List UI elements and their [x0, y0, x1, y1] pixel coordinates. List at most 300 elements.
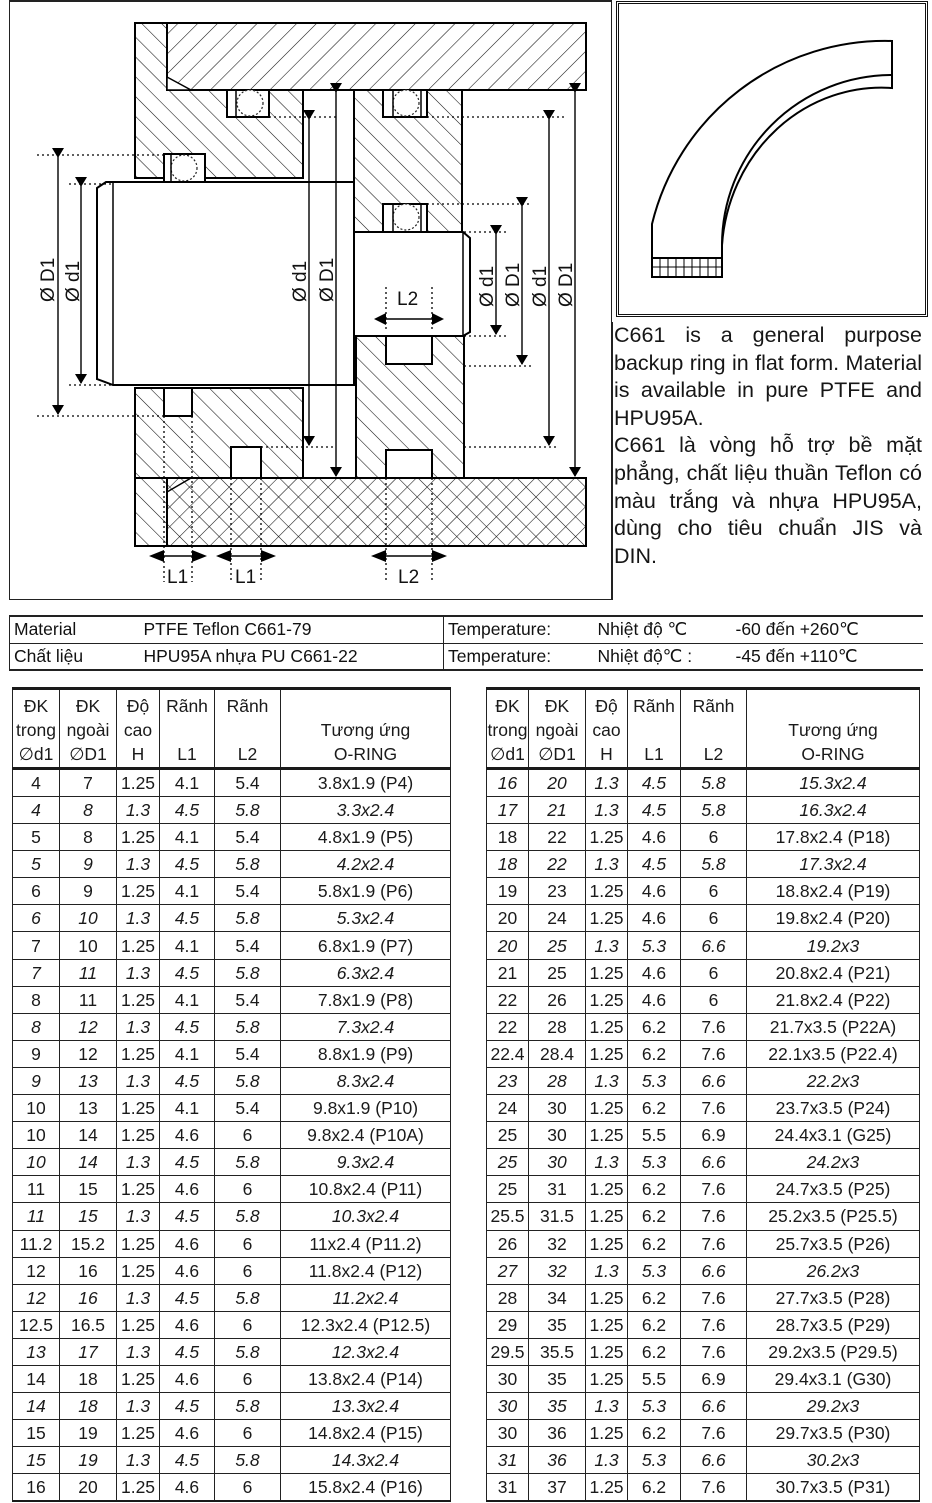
description-vietnamese: C661 là vòng hỗ trợ bề mặt phẳng, chất liệu thuần Teflon có màu trắng và nhựa HPU95A, dùng cho tiêu chuẩn JIS và DIN. — [614, 433, 922, 568]
cell-oring: 5.3x2.4 — [281, 905, 451, 932]
cell-oring: 3.8x1.9 (P4) — [281, 769, 451, 797]
cell-l2: 5.8 — [215, 851, 281, 878]
table-row — [487, 1176, 920, 1203]
cell-h: 1.25 — [117, 824, 160, 851]
cell-l1: 5.5 — [628, 1122, 681, 1149]
cell-l2: 7.6 — [681, 1176, 747, 1203]
header-H: Độ cao H — [117, 689, 160, 769]
cell-l1: 6.2 — [628, 1474, 681, 1502]
cell-l1: 5.5 — [628, 1365, 681, 1392]
cell-l1: 4.5 — [160, 1393, 215, 1420]
cell-l1: 4.1 — [160, 769, 215, 797]
cell-h: 1.3 — [117, 1067, 160, 1094]
cell-d1: 18 — [487, 824, 529, 851]
cell-oring: 28.7x3.5 (P29) — [747, 1311, 920, 1338]
header-D1: ĐK ngoài ∅D1 — [60, 689, 117, 769]
cell-d1: 6 — [13, 905, 60, 932]
cell-d1: 17 — [60, 1338, 117, 1365]
cell-l2: 6.6 — [681, 1149, 747, 1176]
cell-h: 1.25 — [117, 1040, 160, 1067]
cell-h: 1.25 — [586, 1365, 628, 1392]
material-label: Chất liệu — [10, 643, 140, 670]
table-row — [487, 1420, 920, 1447]
table-row — [13, 932, 451, 959]
cell-h: 1.25 — [117, 1474, 160, 1502]
cell-h: 1.3 — [117, 1447, 160, 1474]
table-row — [487, 797, 920, 824]
material-label: Material — [10, 616, 140, 643]
cell-h: 1.3 — [586, 797, 628, 824]
cell-h: 1.25 — [586, 1095, 628, 1122]
cell-h: 1.3 — [586, 1149, 628, 1176]
table-row — [13, 1311, 451, 1338]
cell-l2: 5.4 — [215, 932, 281, 959]
table-row — [13, 769, 451, 797]
cell-oring: 24.4x3.1 (G25) — [747, 1122, 920, 1149]
cell-d1: 25 — [487, 1149, 529, 1176]
cell-h: 1.25 — [586, 986, 628, 1013]
cell-d1: 12 — [60, 1013, 117, 1040]
cell-l2: 6 — [215, 1122, 281, 1149]
cell-l2: 5.8 — [215, 959, 281, 986]
cell-l1: 4.6 — [628, 959, 681, 986]
cell-d1: 20 — [529, 769, 586, 797]
header-H: Độ cao H — [586, 689, 628, 769]
cell-oring: 4.2x2.4 — [281, 851, 451, 878]
cell-oring: 6.3x2.4 — [281, 959, 451, 986]
cell-l1: 4.6 — [628, 878, 681, 905]
cell-l2: 6.6 — [681, 1393, 747, 1420]
table-row — [487, 1203, 920, 1230]
header-oring: Tương ứng O-RING — [747, 689, 920, 769]
cell-d1: 16 — [487, 769, 529, 797]
cell-d1: 8 — [60, 797, 117, 824]
cell-l1: 4.6 — [160, 1176, 215, 1203]
cell-l2: 6 — [681, 959, 747, 986]
table-row — [13, 824, 451, 851]
cell-l2: 7.6 — [681, 1013, 747, 1040]
cell-d1: 16.5 — [60, 1311, 117, 1338]
cell-h: 1.3 — [117, 1149, 160, 1176]
table-row — [487, 824, 920, 851]
cell-d1: 28 — [529, 1013, 586, 1040]
cell-l2: 6.6 — [681, 1447, 747, 1474]
cell-l1: 4.5 — [160, 1447, 215, 1474]
cell-d1: 11 — [60, 986, 117, 1013]
cell-oring: 11.2x2.4 — [281, 1284, 451, 1311]
cell-l2: 7.6 — [681, 1338, 747, 1365]
cell-d1: 26 — [487, 1230, 529, 1257]
cell-l2: 6 — [215, 1257, 281, 1284]
label-mid-d1: Ø d1 — [290, 260, 311, 302]
cell-d1: 12 — [13, 1284, 60, 1311]
header-L1: Rãnh L1 — [628, 689, 681, 769]
header-L2: Rãnh L2 — [215, 689, 281, 769]
cell-l1: 4.5 — [160, 1067, 215, 1094]
cell-oring: 12.3x2.4 — [281, 1338, 451, 1365]
cell-l2: 5.8 — [215, 1393, 281, 1420]
cell-h: 1.3 — [586, 1447, 628, 1474]
cell-d1: 25 — [529, 932, 586, 959]
cell-h: 1.25 — [117, 1365, 160, 1392]
table-row — [13, 1040, 451, 1067]
cell-h: 1.25 — [586, 1040, 628, 1067]
cell-l2: 5.8 — [215, 905, 281, 932]
cell-d1: 30 — [529, 1149, 586, 1176]
cell-l2: 5.8 — [215, 1203, 281, 1230]
cell-h: 1.3 — [117, 905, 160, 932]
cell-h: 1.3 — [586, 769, 628, 797]
table-row — [13, 878, 451, 905]
cell-d1: 23 — [487, 1067, 529, 1094]
cell-d1: 9 — [60, 878, 117, 905]
cell-l1: 4.6 — [160, 1365, 215, 1392]
table-row — [487, 1257, 920, 1284]
cell-l2: 5.8 — [215, 797, 281, 824]
cell-d1: 22 — [487, 1013, 529, 1040]
cell-d1: 16 — [60, 1284, 117, 1311]
cell-l2: 6 — [215, 1474, 281, 1502]
cell-oring: 16.3x2.4 — [747, 797, 920, 824]
cell-l1: 4.5 — [160, 959, 215, 986]
cell-oring: 23.7x3.5 (P24) — [747, 1095, 920, 1122]
cell-d1: 13 — [60, 1067, 117, 1094]
cell-d1: 10 — [60, 932, 117, 959]
cell-d1: 18 — [487, 851, 529, 878]
table-row — [13, 1393, 451, 1420]
cell-d1: 28 — [529, 1067, 586, 1094]
cell-l2: 7.6 — [681, 1095, 747, 1122]
cell-d1: 7 — [13, 932, 60, 959]
table-row — [487, 1013, 920, 1040]
cell-h: 1.25 — [117, 769, 160, 797]
header-D1: ĐK ngoài ∅D1 — [529, 689, 586, 769]
cell-d1: 18 — [60, 1365, 117, 1392]
header-L2: Rãnh L2 — [681, 689, 747, 769]
material-value: HPU95A nhựa PU C661-22 — [140, 643, 444, 670]
cell-l1: 5.3 — [628, 1149, 681, 1176]
cell-d1: 4 — [13, 797, 60, 824]
cell-oring: 21.7x3.5 (P22A) — [747, 1013, 920, 1040]
table-row — [487, 1040, 920, 1067]
material-row — [10, 643, 924, 670]
temperature-range: -60 đến +260℃ — [732, 616, 924, 643]
cell-h: 1.25 — [586, 1420, 628, 1447]
cell-l2: 6.6 — [681, 932, 747, 959]
label-L1-a: L1 — [167, 567, 189, 588]
cell-d1: 12.5 — [13, 1311, 60, 1338]
cell-d1: 31 — [487, 1447, 529, 1474]
cell-l2: 5.8 — [215, 1284, 281, 1311]
cell-oring: 14.8x2.4 (P15) — [281, 1420, 451, 1447]
cell-d1: 6 — [13, 878, 60, 905]
cell-l1: 4.6 — [628, 905, 681, 932]
table-row — [487, 1365, 920, 1392]
cell-h: 1.25 — [586, 824, 628, 851]
cell-oring: 24.2x3 — [747, 1149, 920, 1176]
cell-l1: 4.1 — [160, 1095, 215, 1122]
spec-table-right — [486, 687, 920, 1502]
cell-d1: 25.5 — [487, 1203, 529, 1230]
cell-d1: 24 — [529, 905, 586, 932]
cell-d1: 18 — [60, 1393, 117, 1420]
table-row — [13, 797, 451, 824]
cell-l2: 6 — [215, 1420, 281, 1447]
cell-oring: 19.2x3 — [747, 932, 920, 959]
cell-h: 1.3 — [117, 1013, 160, 1040]
label-L2-top: L2 — [397, 289, 419, 310]
cell-l2: 5.8 — [681, 769, 747, 797]
table-row — [13, 1122, 451, 1149]
cell-oring: 11x2.4 (P11.2) — [281, 1230, 451, 1257]
cell-l1: 4.5 — [160, 1203, 215, 1230]
cell-h: 1.3 — [586, 1067, 628, 1094]
cell-d1: 35 — [529, 1393, 586, 1420]
cell-oring: 20.8x2.4 (P21) — [747, 959, 920, 986]
cell-d1: 12 — [60, 1040, 117, 1067]
cell-oring: 10.3x2.4 — [281, 1203, 451, 1230]
cell-h: 1.25 — [586, 1013, 628, 1040]
cell-oring: 4.8x1.9 (P5) — [281, 824, 451, 851]
cell-l2: 5.8 — [215, 1447, 281, 1474]
table-row — [487, 878, 920, 905]
cell-l2: 5.8 — [681, 851, 747, 878]
cell-d1: 30 — [487, 1420, 529, 1447]
cell-l1: 4.6 — [160, 1311, 215, 1338]
cell-d1: 8 — [13, 1013, 60, 1040]
cell-l1: 6.2 — [628, 1230, 681, 1257]
label-left-d1: Ø d1 — [63, 260, 84, 302]
label-L1-b: L1 — [235, 567, 257, 588]
product-description — [614, 322, 922, 570]
cell-h: 1.25 — [117, 1095, 160, 1122]
cell-h: 1.3 — [117, 1203, 160, 1230]
cell-h: 1.3 — [117, 1338, 160, 1365]
cell-l2: 6.6 — [681, 1067, 747, 1094]
cell-oring: 8.8x1.9 (P9) — [281, 1040, 451, 1067]
cell-d1: 26 — [529, 986, 586, 1013]
cell-l1: 4.5 — [628, 797, 681, 824]
cell-d1: 30 — [529, 1095, 586, 1122]
spec-table-left-body — [13, 769, 451, 1502]
cell-d1: 13 — [60, 1095, 117, 1122]
cell-l1: 4.5 — [628, 769, 681, 797]
cell-l1: 5.3 — [628, 1067, 681, 1094]
cell-d1: 16 — [13, 1474, 60, 1502]
table-row — [13, 1365, 451, 1392]
cell-d1: 10 — [13, 1149, 60, 1176]
cell-oring: 14.3x2.4 — [281, 1447, 451, 1474]
header-L1: Rãnh L1 — [160, 689, 215, 769]
table-row — [13, 1149, 451, 1176]
cell-l1: 4.6 — [160, 1122, 215, 1149]
cell-l1: 6.2 — [628, 1284, 681, 1311]
cell-l1: 4.1 — [160, 932, 215, 959]
cell-d1: 32 — [529, 1257, 586, 1284]
cell-l1: 5.3 — [628, 1447, 681, 1474]
cell-l1: 6.2 — [628, 1338, 681, 1365]
temperature-label: Temperature: — [444, 616, 594, 643]
cell-d1: 27 — [487, 1257, 529, 1284]
cell-l1: 4.5 — [160, 1338, 215, 1365]
label-right-D1-b: Ø D1 — [556, 262, 577, 307]
cell-oring: 24.7x3.5 (P25) — [747, 1176, 920, 1203]
cell-oring: 27.7x3.5 (P28) — [747, 1284, 920, 1311]
cell-l2: 6.6 — [681, 1257, 747, 1284]
cell-d1: 34 — [529, 1284, 586, 1311]
table-row — [487, 1284, 920, 1311]
table-row — [13, 1338, 451, 1365]
cell-l1: 4.1 — [160, 986, 215, 1013]
table-row — [13, 986, 451, 1013]
cell-oring: 29.2x3.5 (P29.5) — [747, 1338, 920, 1365]
cell-h: 1.25 — [117, 1230, 160, 1257]
cell-oring: 26.2x3 — [747, 1257, 920, 1284]
cell-l1: 4.6 — [160, 1474, 215, 1502]
cell-d1: 10 — [60, 905, 117, 932]
cell-oring: 17.8x2.4 (P18) — [747, 824, 920, 851]
cell-d1: 9 — [60, 851, 117, 878]
cell-h: 1.25 — [586, 878, 628, 905]
cell-l1: 6.2 — [628, 1176, 681, 1203]
temperature-unit: Nhiệt độ ℃ — [594, 616, 732, 643]
cell-l1: 6.2 — [628, 1420, 681, 1447]
cell-l1: 5.3 — [628, 932, 681, 959]
table-row — [487, 1311, 920, 1338]
cell-d1: 19 — [60, 1447, 117, 1474]
cell-l1: 4.5 — [160, 1013, 215, 1040]
table-row — [487, 932, 920, 959]
cell-l1: 5.3 — [628, 1393, 681, 1420]
cell-d1: 35 — [529, 1365, 586, 1392]
cell-oring: 30.2x3 — [747, 1447, 920, 1474]
cell-d1: 29.5 — [487, 1338, 529, 1365]
table-row — [13, 1420, 451, 1447]
table-row — [13, 1095, 451, 1122]
cell-l1: 4.6 — [160, 1230, 215, 1257]
table-row — [487, 905, 920, 932]
cell-l2: 7.6 — [681, 1284, 747, 1311]
cell-oring: 30.7x3.5 (P31) — [747, 1474, 920, 1502]
cell-oring: 13.3x2.4 — [281, 1393, 451, 1420]
table-row — [13, 1176, 451, 1203]
table-row — [13, 959, 451, 986]
cell-oring: 8.3x2.4 — [281, 1067, 451, 1094]
cell-l2: 6 — [681, 824, 747, 851]
description-english: C661 is a general purpose backup ring in flat form. Material is available in pure PTFE and HPU95A. — [614, 323, 922, 430]
cell-d1: 22 — [529, 824, 586, 851]
cell-oring: 15.8x2.4 (P16) — [281, 1474, 451, 1502]
cell-d1: 36 — [529, 1420, 586, 1447]
cross-section-drawing — [10, 2, 613, 602]
backup-ring-icon — [619, 4, 925, 314]
table-row — [13, 1474, 451, 1502]
cell-h: 1.25 — [117, 932, 160, 959]
cell-l2: 5.8 — [681, 797, 747, 824]
cell-d1: 20 — [60, 1474, 117, 1502]
cell-l1: 6.2 — [628, 1040, 681, 1067]
cell-l2: 6.9 — [681, 1365, 747, 1392]
cell-h: 1.25 — [586, 1338, 628, 1365]
table-row — [13, 1013, 451, 1040]
cell-d1: 21 — [487, 959, 529, 986]
cell-d1: 28.4 — [529, 1040, 586, 1067]
cell-h: 1.25 — [586, 959, 628, 986]
table-row — [487, 1393, 920, 1420]
temperature-unit: Nhiệt độ℃ : — [594, 643, 732, 670]
cell-d1: 14 — [13, 1365, 60, 1392]
cell-l2: 6 — [681, 986, 747, 1013]
cell-d1: 30 — [487, 1393, 529, 1420]
cell-d1: 8 — [13, 986, 60, 1013]
cell-l2: 6 — [215, 1365, 281, 1392]
cell-l1: 4.6 — [628, 824, 681, 851]
cell-oring: 22.1x3.5 (P22.4) — [747, 1040, 920, 1067]
cell-d1: 11.2 — [13, 1230, 60, 1257]
cell-h: 1.3 — [586, 932, 628, 959]
cell-d1: 13 — [13, 1338, 60, 1365]
header-d1: ĐK trong ∅d1 — [487, 689, 529, 769]
cell-l1: 6.2 — [628, 1095, 681, 1122]
cell-d1: 5 — [13, 851, 60, 878]
table-row — [487, 851, 920, 878]
cell-oring: 9.3x2.4 — [281, 1149, 451, 1176]
cell-h: 1.3 — [117, 1393, 160, 1420]
cell-d1: 25 — [487, 1176, 529, 1203]
cell-d1: 30 — [487, 1365, 529, 1392]
cell-d1: 31 — [529, 1176, 586, 1203]
cell-l2: 5.8 — [215, 1338, 281, 1365]
table-row — [487, 1338, 920, 1365]
cell-l2: 5.4 — [215, 769, 281, 797]
table-row — [487, 1230, 920, 1257]
cell-d1: 7 — [13, 959, 60, 986]
table-row — [13, 1230, 451, 1257]
label-right-d1-b: Ø d1 — [530, 265, 551, 307]
material-table — [9, 615, 923, 671]
spec-header-row — [13, 689, 451, 769]
cell-d1: 21 — [529, 797, 586, 824]
cell-oring: 21.8x2.4 (P22) — [747, 986, 920, 1013]
table-row — [487, 986, 920, 1013]
cell-d1: 15 — [60, 1203, 117, 1230]
cell-oring: 11.8x2.4 (P12) — [281, 1257, 451, 1284]
cell-d1: 12 — [13, 1257, 60, 1284]
cell-d1: 36 — [529, 1447, 586, 1474]
cell-h: 1.3 — [117, 851, 160, 878]
cell-l1: 4.5 — [628, 851, 681, 878]
cell-d1: 31 — [487, 1474, 529, 1502]
table-row — [13, 1447, 451, 1474]
header-oring: Tương ứng O-RING — [281, 689, 451, 769]
cell-l1: 4.1 — [160, 824, 215, 851]
cell-l1: 4.5 — [160, 905, 215, 932]
cell-d1: 9 — [13, 1067, 60, 1094]
cell-d1: 10 — [13, 1122, 60, 1149]
cell-l2: 7.6 — [681, 1420, 747, 1447]
cell-l2: 6.9 — [681, 1122, 747, 1149]
cell-l2: 5.4 — [215, 1040, 281, 1067]
cell-d1: 19 — [60, 1420, 117, 1447]
cell-l2: 5.8 — [215, 1013, 281, 1040]
cell-l1: 4.6 — [628, 986, 681, 1013]
cell-l2: 7.6 — [681, 1040, 747, 1067]
cell-d1: 22.4 — [487, 1040, 529, 1067]
cell-l1: 4.6 — [160, 1257, 215, 1284]
table-row — [487, 1149, 920, 1176]
cell-d1: 14 — [13, 1393, 60, 1420]
table-row — [487, 1095, 920, 1122]
